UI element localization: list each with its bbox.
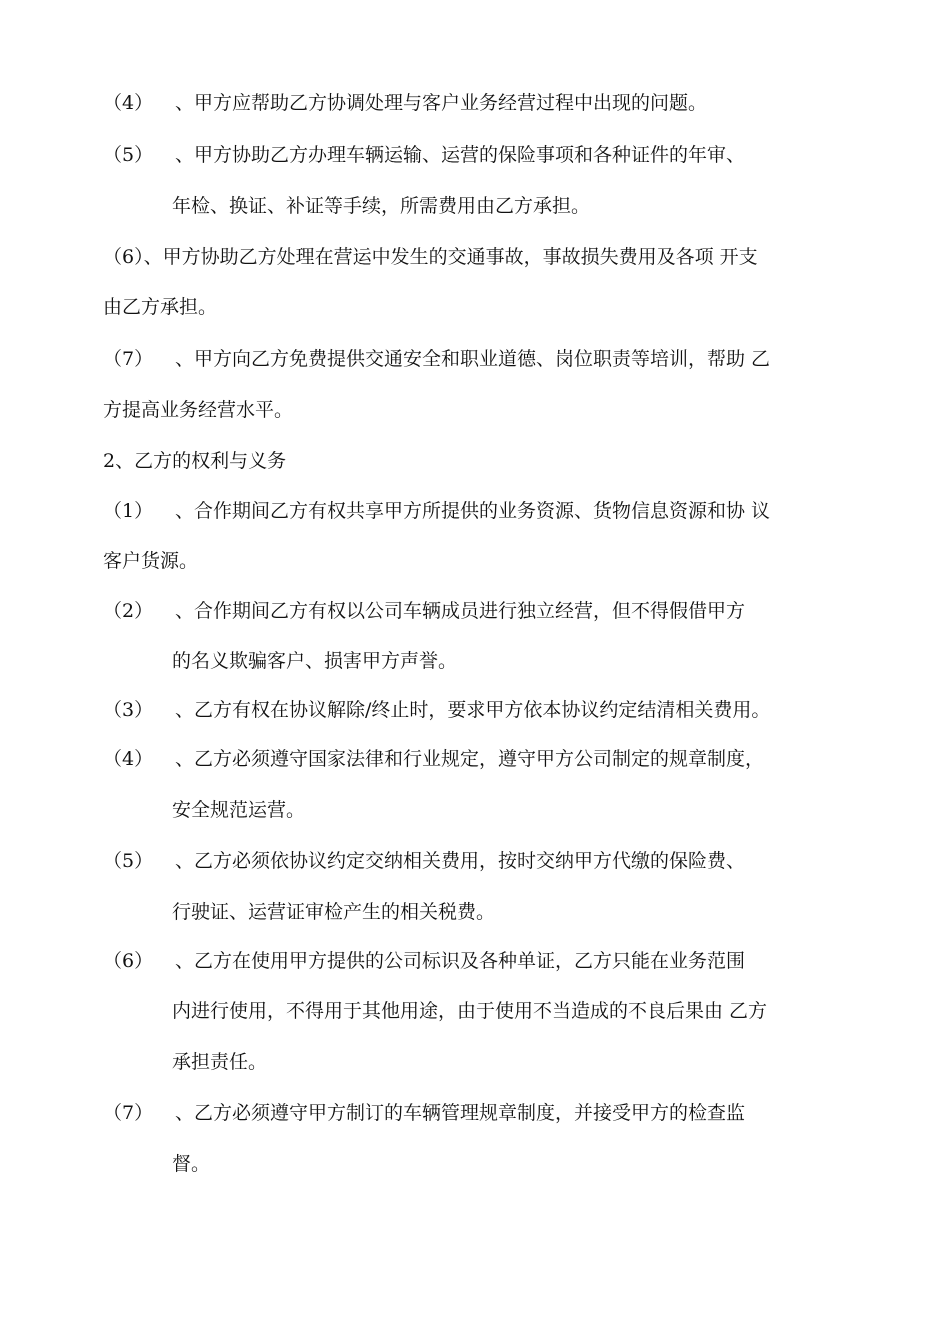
- item-text: 年检、换证、补证等手续，所需费用由乙方承担。: [172, 195, 591, 217]
- item-text: 由乙方承担。: [103, 296, 218, 318]
- item-number: （4）: [103, 748, 154, 770]
- item-text: 、乙方必须依协议约定交纳相关费用，按时交纳甲方代缴的保险费、: [175, 850, 746, 872]
- item-text: 行驶证、运营证审检产生的相关税费。: [172, 901, 496, 923]
- item-number: （5）: [103, 850, 154, 872]
- item-number: （4）: [103, 92, 154, 114]
- item-text: 、甲方协助乙方办理车辆运输、运营的保险事项和各种证件的年审、: [175, 144, 746, 166]
- section-heading: 2、乙方的权利与义务: [103, 450, 287, 472]
- item-number: （7）: [103, 348, 154, 370]
- item-text: 内进行使用，不得用于其他用途，由于使用不当造成的不良后果由 乙方: [172, 1000, 768, 1022]
- item-number: （2）: [103, 600, 154, 622]
- item-number: （7）: [103, 1102, 154, 1124]
- item-text: 、合作期间乙方有权以公司车辆成员进行独立经营，但不得假借甲方: [175, 600, 746, 622]
- item-number: （6）: [103, 950, 154, 972]
- item-text: 、乙方必须遵守国家法律和行业规定，遵守甲方公司制定的规章制度，: [175, 748, 765, 770]
- item-text: 、乙方在使用甲方提供的公司标识及各种单证，乙方只能在业务范围: [175, 950, 746, 972]
- item-text: 方提高业务经营水平。: [103, 399, 294, 421]
- item-number: （3）: [103, 699, 154, 721]
- item-number: （1）: [103, 500, 154, 522]
- item-text: 安全规范运营。: [172, 799, 306, 821]
- item-text: 客户货源。: [103, 550, 199, 572]
- item-text: （6）、甲方协助乙方处理在营运中发生的交通事故，事故损失费用及各项 开支: [103, 246, 758, 268]
- item-text: 的名义欺骗客户、损害甲方声誉。: [172, 650, 458, 672]
- item-text: 、乙方有权在协议解除/终止时，要求甲方依本协议约定结清相关费用。: [175, 699, 771, 721]
- item-number: （5）: [103, 144, 154, 166]
- item-text: 、甲方向乙方免费提供交通安全和职业道德、岗位职责等培训，帮助 乙: [175, 348, 771, 370]
- item-text: 、乙方必须遵守甲方制订的车辆管理规章制度，并接受甲方的检查监: [175, 1102, 746, 1124]
- item-text: 、合作期间乙方有权共享甲方所提供的业务资源、货物信息资源和协 议: [175, 500, 771, 522]
- item-text: 承担责任。: [172, 1051, 268, 1073]
- item-text: 督。: [172, 1153, 211, 1175]
- item-text: 、甲方应帮助乙方协调处理与客户业务经营过程中出现的问题。: [175, 92, 708, 114]
